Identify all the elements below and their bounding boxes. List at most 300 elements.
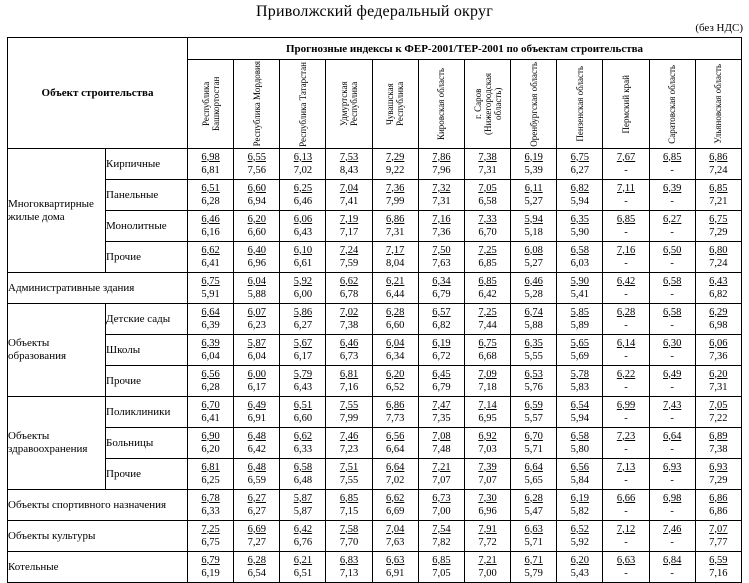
index-value-bottom: - [670,196,674,207]
index-value-top: 6,51 [293,399,313,411]
index-value-bottom: 5,88 [247,289,266,300]
index-value-bottom: 7,29 [709,475,728,486]
index-value-top: 6,48 [247,461,266,473]
index-value-bottom: 9,22 [386,165,405,176]
index-value-top: 6,07 [247,306,266,318]
index-value-bottom: 6,42 [478,289,497,300]
index-header: Прогнозные индексы к ФЕР-2001/ТЕР-2001 по объектам строительства [188,38,742,60]
index-cell [464,490,510,521]
index-value-top: 6,14 [616,337,636,349]
index-cell [326,242,372,273]
region-header [326,60,372,149]
index-value-top: 6,35 [570,213,590,225]
index-cell [695,366,741,397]
index-value-top: 7,05 [478,182,497,194]
index-cell [557,428,603,459]
index-value-top: 6,51 [201,182,220,194]
index-value-bottom: 6,00 [293,289,313,300]
index-cell [372,428,418,459]
index-value-bottom: 5,91 [201,289,220,300]
index-cell [695,552,741,583]
index-value-bottom: 7,44 [478,320,497,331]
index-value-top: 6,45 [432,368,451,380]
table-row [8,459,742,490]
index-value-bottom: 7,17 [339,227,359,238]
index-value-top: 6,63 [616,554,636,566]
vat-note: (без НДС) [695,22,743,34]
index-value-top: 7,21 [432,461,451,473]
index-cell [603,273,649,304]
index-value-top: 7,58 [339,523,359,535]
index-value-top: 6,19 [524,151,543,163]
index-value-bottom: - [670,227,674,238]
index-value-bottom: 6,20 [201,444,220,455]
index-cell [511,273,557,304]
table-row [8,304,742,335]
index-value-bottom: 6,79 [432,382,451,393]
index-value-bottom: 6,27 [293,320,313,331]
index-value-bottom: 6,96 [478,506,497,517]
index-value-top: 6,20 [386,368,405,380]
region-label: Удмуртская Республика [339,81,360,127]
index-value-top: 6,99 [616,399,636,411]
index-value-bottom: - [670,382,674,393]
index-cell [603,149,649,180]
index-value-top: 6,55 [247,151,266,163]
index-value-bottom: 6,69 [386,506,405,517]
index-cell [234,335,280,366]
index-value-bottom: 7,31 [478,165,497,176]
region-header [464,60,510,149]
region-header [511,60,557,149]
index-value-bottom: 6,82 [432,320,451,331]
index-value-top: 7,16 [616,244,636,256]
index-value-top: 7,25 [478,306,497,318]
index-value-top: 7,04 [386,523,405,535]
index-value-bottom: 7,24 [709,258,728,269]
index-value-top: 5,85 [570,306,590,318]
subcategory-label: Прочие [106,242,188,273]
index-value-top: 6,50 [662,244,682,256]
index-value-bottom: 7,59 [339,258,359,269]
subcategory-label: Кирпичные [106,149,188,180]
index-value-bottom: - [624,506,628,517]
index-cell [649,149,695,180]
index-value-bottom: 6,51 [293,568,313,579]
index-value-bottom: 6,86 [709,506,728,517]
index-cell [418,149,464,180]
index-value-bottom: 7,24 [709,165,728,176]
index-value-top: 6,71 [524,554,543,566]
index-value-top: 7,04 [339,182,359,194]
index-value-top: 6,93 [709,461,728,473]
category-label: Объекты спортивного назначения [8,490,188,521]
index-cell [464,459,510,490]
index-value-bottom: 5,94 [570,196,590,207]
index-value-top: 7,54 [432,523,451,535]
index-cell [603,521,649,552]
index-value-bottom: - [670,568,674,579]
index-value-bottom: - [624,258,628,269]
index-value-top: 7,23 [616,430,636,442]
index-cell [188,149,234,180]
index-cell [372,273,418,304]
index-value-top: 6,58 [293,461,313,473]
index-value-top: 7,53 [339,151,359,163]
index-value-bottom: 7,99 [386,196,405,207]
index-cell [464,149,510,180]
index-value-top: 6,66 [616,492,636,504]
index-cell [418,273,464,304]
index-cell [188,273,234,304]
index-value-top: 6,63 [386,554,405,566]
index-cell [280,273,326,304]
category-label: Объекты культуры [8,521,188,552]
index-value-top: 6,86 [709,492,728,504]
index-cell [326,335,372,366]
index-cell [557,335,603,366]
index-cell [372,149,418,180]
index-value-top: 6,92 [478,430,497,442]
index-value-bottom: 7,56 [247,165,266,176]
index-cell [234,397,280,428]
index-value-top: 5,94 [524,213,543,225]
table-row [8,273,742,304]
index-value-bottom: 8,43 [339,165,359,176]
index-value-bottom: 6,59 [247,475,266,486]
index-value-top: 6,85 [709,182,728,194]
index-cell [557,242,603,273]
region-label: Республика Башкортостан [200,76,221,132]
index-value-bottom: 7,07 [478,475,497,486]
index-cell [603,242,649,273]
index-value-bottom: 6,85 [478,258,497,269]
index-value-top: 6,19 [570,492,590,504]
index-value-top: 5,86 [293,306,313,318]
index-value-bottom: 5,27 [524,196,543,207]
index-value-top: 6,56 [386,430,405,442]
index-value-bottom: 7,70 [339,537,359,548]
index-cell [188,552,234,583]
index-cell [649,180,695,211]
index-value-top: 5,90 [570,275,590,287]
index-value-bottom: 7,36 [709,351,728,362]
index-value-top: 6,85 [339,492,359,504]
index-value-top: 6,78 [201,492,220,504]
index-value-top: 7,24 [339,244,359,256]
index-value-top: 6,75 [201,275,220,287]
index-value-top: 6,28 [386,306,405,318]
index-value-top: 7,43 [662,399,682,411]
index-value-bottom: 6,68 [478,351,497,362]
index-value-bottom: 6,52 [386,382,405,393]
index-value-top: 6,62 [201,244,220,256]
index-value-bottom: 7,07 [432,475,451,486]
index-cell [557,552,603,583]
index-value-bottom: 6,75 [201,537,220,548]
index-value-bottom: 5,83 [570,382,590,393]
index-value-bottom: - [670,475,674,486]
index-value-top: 6,73 [432,492,451,504]
index-value-bottom: 7,38 [339,320,359,331]
index-value-bottom: 7,55 [339,475,359,486]
index-value-bottom: 6,27 [570,165,590,176]
index-value-bottom: 6,41 [201,413,220,424]
index-value-bottom: 5,43 [570,568,590,579]
index-value-bottom: - [670,289,674,300]
index-cell [649,211,695,242]
index-cell [418,552,464,583]
index-cell [188,366,234,397]
index-value-top: 6,42 [293,523,313,535]
index-value-top: 6,52 [570,523,590,535]
index-value-top: 6,80 [709,244,728,256]
index-value-top: 7,05 [709,399,728,411]
index-value-top: 7,08 [432,430,451,442]
index-value-top: 6,28 [524,492,543,504]
index-value-top: 7,36 [386,182,405,194]
index-cell [188,397,234,428]
index-value-bottom: 6,27 [247,506,266,517]
index-cell [603,211,649,242]
index-value-bottom: 5,47 [524,506,543,517]
index-cell [234,521,280,552]
subcategory-label: Панельные [106,180,188,211]
index-value-bottom: 6,04 [247,351,266,362]
table-row [8,242,742,273]
index-value-bottom: 7,72 [478,537,497,548]
index-value-bottom: 5,80 [570,444,590,455]
index-cell [234,459,280,490]
index-value-bottom: - [624,227,628,238]
index-value-top: 6,35 [524,337,543,349]
index-value-bottom: 7,02 [386,475,405,486]
index-value-bottom: 5,79 [524,568,543,579]
table-row [8,366,742,397]
index-cell [280,490,326,521]
index-value-top: 6,29 [709,306,728,318]
index-cell [649,490,695,521]
index-value-bottom: 7,15 [339,506,359,517]
index-value-bottom: 7,22 [709,413,728,424]
index-value-top: 6,62 [293,430,313,442]
index-value-bottom: 5,84 [570,475,590,486]
index-value-bottom: 6,61 [293,258,313,269]
index-value-top: 6,69 [247,523,266,535]
index-value-bottom: 6,76 [293,537,313,548]
region-header [695,60,741,149]
index-cell [603,397,649,428]
index-value-top: 6,86 [386,399,405,411]
index-value-bottom: 5,71 [524,537,543,548]
index-value-bottom: 7,36 [432,227,451,238]
index-value-bottom: 5,94 [570,413,590,424]
index-value-bottom: 6,60 [247,227,266,238]
index-value-bottom: 6,58 [478,196,497,207]
region-label: Республика Татарстан [297,61,308,147]
index-value-top: 6,46 [524,275,543,287]
index-value-top: 6,39 [201,337,220,349]
index-cell [234,428,280,459]
index-value-top: 6,42 [616,275,636,287]
index-cell [234,211,280,242]
index-value-bottom: - [624,320,628,331]
index-value-top: 6,86 [709,151,728,163]
index-value-top: 6,53 [524,368,543,380]
region-header [418,60,464,149]
index-value-top: 7,21 [478,554,497,566]
index-value-top: 7,55 [339,399,359,411]
index-value-top: 6,85 [616,213,636,225]
index-value-top: 7,09 [478,368,497,380]
index-cell [557,397,603,428]
region-label: Оренбургская область [528,61,539,147]
region-header [188,60,234,149]
index-value-top: 6,98 [201,151,220,163]
index-cell [418,211,464,242]
index-cell [649,428,695,459]
index-value-bottom: 6,79 [432,289,451,300]
index-value-bottom: 6,96 [247,258,266,269]
index-cell [188,459,234,490]
index-cell [234,490,280,521]
index-value-bottom: 6,64 [386,444,405,455]
index-value-top: 6,30 [662,337,682,349]
index-value-bottom: 6,60 [386,320,405,331]
index-cell [188,335,234,366]
index-value-bottom: - [624,444,628,455]
index-value-bottom: 6,04 [201,351,220,362]
index-value-bottom: 6,48 [293,475,313,486]
index-value-top: 7,25 [201,523,220,535]
table-row [8,335,742,366]
index-value-bottom: 7,41 [339,196,359,207]
index-cell [695,211,741,242]
index-cell [418,428,464,459]
index-value-bottom: - [624,475,628,486]
index-cell [695,459,741,490]
index-value-top: 6,04 [386,337,405,349]
index-value-bottom: 7,16 [709,568,728,579]
index-cell [418,366,464,397]
region-label: Кировская область [436,67,447,140]
index-value-top: 6,58 [662,306,682,318]
page-title: Приволжский федеральный округ [256,3,493,20]
index-cell [695,490,741,521]
index-value-top: 6,13 [293,151,313,163]
index-value-bottom: 7,63 [386,537,405,548]
index-value-top: 7,33 [478,213,497,225]
index-cell [649,521,695,552]
index-value-bottom: 5,82 [570,506,590,517]
index-value-bottom: 7,03 [478,444,497,455]
index-cell [695,149,741,180]
index-value-bottom: - [670,258,674,269]
index-value-bottom: 6,16 [201,227,220,238]
index-value-top: 7,30 [478,492,497,504]
index-value-top: 6,28 [616,306,636,318]
index-value-bottom: - [670,320,674,331]
index-cell [188,521,234,552]
index-cell [603,304,649,335]
index-value-bottom: - [624,196,628,207]
index-value-top: 6,85 [662,151,682,163]
index-cell [418,180,464,211]
index-cell [511,521,557,552]
index-value-bottom: 6,46 [293,196,313,207]
index-cell [511,459,557,490]
region-header [649,60,695,149]
index-cell [280,366,326,397]
index-value-bottom: 6,34 [386,351,405,362]
table-row [8,521,742,552]
index-cell [188,490,234,521]
index-cell [418,242,464,273]
index-value-top: 6,90 [201,430,220,442]
table-row [8,490,742,521]
index-cell [649,552,695,583]
category-label: Объекты здравоохранения [8,397,106,490]
index-cell [372,521,418,552]
index-value-top: 6,49 [662,368,682,380]
subcategory-label: Больницы [106,428,188,459]
index-value-top: 5,67 [293,337,313,349]
index-cell [557,490,603,521]
index-value-bottom: - [624,165,628,176]
index-value-top: 6,43 [709,275,728,287]
index-value-top: 5,92 [293,275,313,287]
index-value-top: 6,85 [478,275,497,287]
index-value-bottom: 5,65 [524,475,543,486]
subcategory-label: Поликлиники [106,397,188,428]
index-cell [695,428,741,459]
index-cell [234,242,280,273]
region-header [557,60,603,149]
index-cell [557,521,603,552]
region-header [603,60,649,149]
index-value-top: 6,06 [709,337,728,349]
index-cell [464,428,510,459]
index-value-top: 7,50 [432,244,451,256]
index-value-bottom: 5,90 [570,227,590,238]
index-value-bottom: 6,19 [201,568,220,579]
index-value-bottom: 6,42 [247,444,266,455]
index-value-bottom: 5,28 [524,289,543,300]
region-header [372,60,418,149]
index-value-bottom: 7,48 [432,444,451,455]
index-cell [695,521,741,552]
index-cell [649,335,695,366]
index-value-top: 6,75 [478,337,497,349]
index-cell [418,335,464,366]
index-value-top: 7,13 [616,461,636,473]
index-cell [464,397,510,428]
index-value-top: 6,81 [339,368,359,380]
index-value-bottom: 6,17 [247,382,266,393]
index-cell [234,273,280,304]
index-value-bottom: 5,27 [524,258,543,269]
index-value-top: 6,56 [201,368,220,380]
index-value-top: 6,75 [709,213,728,225]
index-value-bottom: 7,29 [709,227,728,238]
index-value-top: 6,04 [247,275,266,287]
index-value-top: 6,21 [293,554,313,566]
index-value-top: 6,54 [570,399,590,411]
index-cell [418,490,464,521]
index-cell [234,180,280,211]
index-value-top: 5,79 [293,368,313,380]
index-value-top: 7,25 [478,244,497,256]
